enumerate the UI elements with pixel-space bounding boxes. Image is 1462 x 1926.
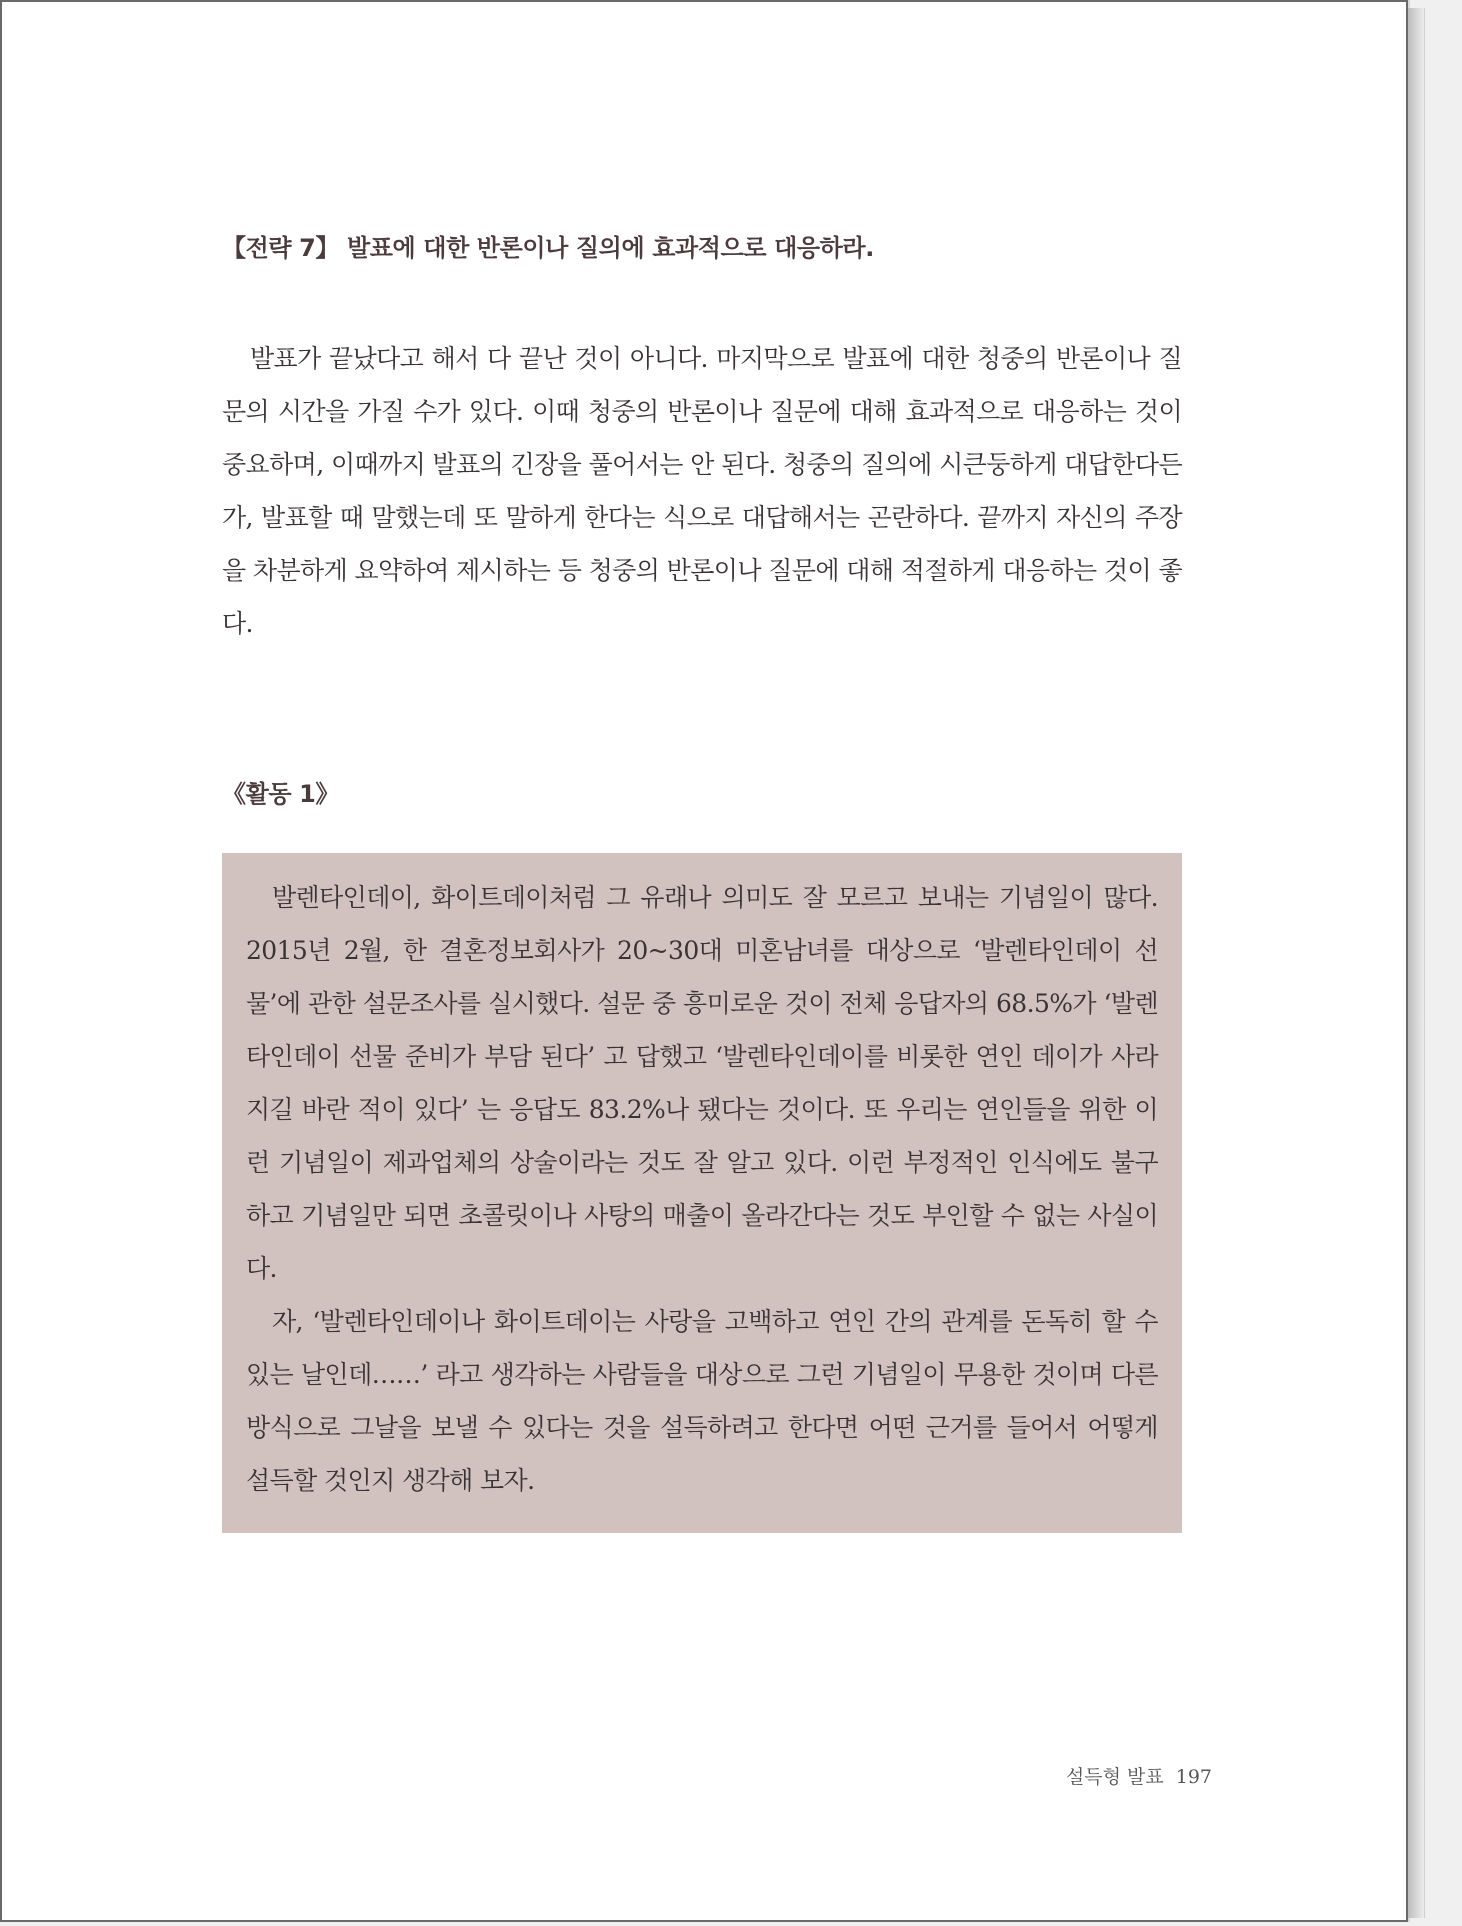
page-edge — [1408, 8, 1425, 1918]
footer-section-title: 설득형 발표 — [1065, 1766, 1164, 1788]
activity-box — [222, 853, 1182, 1533]
page-number: 197 — [1175, 1766, 1212, 1788]
strategy-heading: 【전략 7】 발표에 대한 반론이나 질의에 효과적으로 대응하라. — [222, 234, 874, 262]
page-content — [222, 232, 1182, 1533]
activity-paragraph-2: 자, ‘발렌타인데이나 화이트데이는 사랑을 고백하고 연인 간의 관계를 돈독히 할 수 있는 날인데……’ 라고 생각하는 사람들을 대상으로 그런 기념일이 무용한 것이며 다른 방식으로 그날을 보낼 수 있다는 것을 설득하려고 한다면 어떤 근거를 들어서 어떻게 설득할 것인지 생각해 보자. — [246, 1306, 1158, 1495]
activity-paragraph-1: 발렌타인데이, 화이트데이처럼 그 유래나 의미도 잘 모르고 보내는 기념일이 많다. 2015년 2월, 한 결혼정보회사가 20~30대 미혼남녀를 대상으로 ‘발렌타인데이 선물’에 관한 설문조사를 실시했다. 설문 중 흥미로운 것이 전체 응답자의 68.5%가 ‘발렌타인데이 선물 준비가 부담 된다’ 고 답했고 ‘발렌타인데이를 비롯한 연인 데이가 사라지길 바란 적이 있다’ 는 응답도 83.2%나 됐다는 것이다. 또 우리는 연인들을 위한 이런 기념일이 제과업체의 상술이라는 것도 잘 알고 있다. 이런 부정적인 인식에도 불구하고 기념일만 되면 초콜릿이나 사탕의 매출이 올라간다는 것도 부인할 수 없는 사실이다. — [246, 882, 1158, 1283]
activity-title: 《활동 1》 — [222, 779, 340, 808]
body-paragraph: 발표가 끝났다고 해서 다 끝난 것이 아니다. 마지막으로 발표에 대한 청중의 반론이나 질문의 시간을 가질 수가 있다. 이때 청중의 반론이나 질문에 대해 효과적으로 대응하는 것이 중요하며, 이때까지 발표의 긴장을 풀어서는 안 된다. 청중의 질의에 시큰둥하게 대답한다든가, 발표할 때 말했는데 또 말하게 한다는 식으로 대답해서는 곤란하다. 끝까지 자신의 주장을 차분하게 요약하여 제시하는 등 청중의 반론이나 질문에 대해 적절하게 대응하는 것이 좋다. — [222, 343, 1182, 638]
page-footer — [962, 1762, 1212, 1789]
